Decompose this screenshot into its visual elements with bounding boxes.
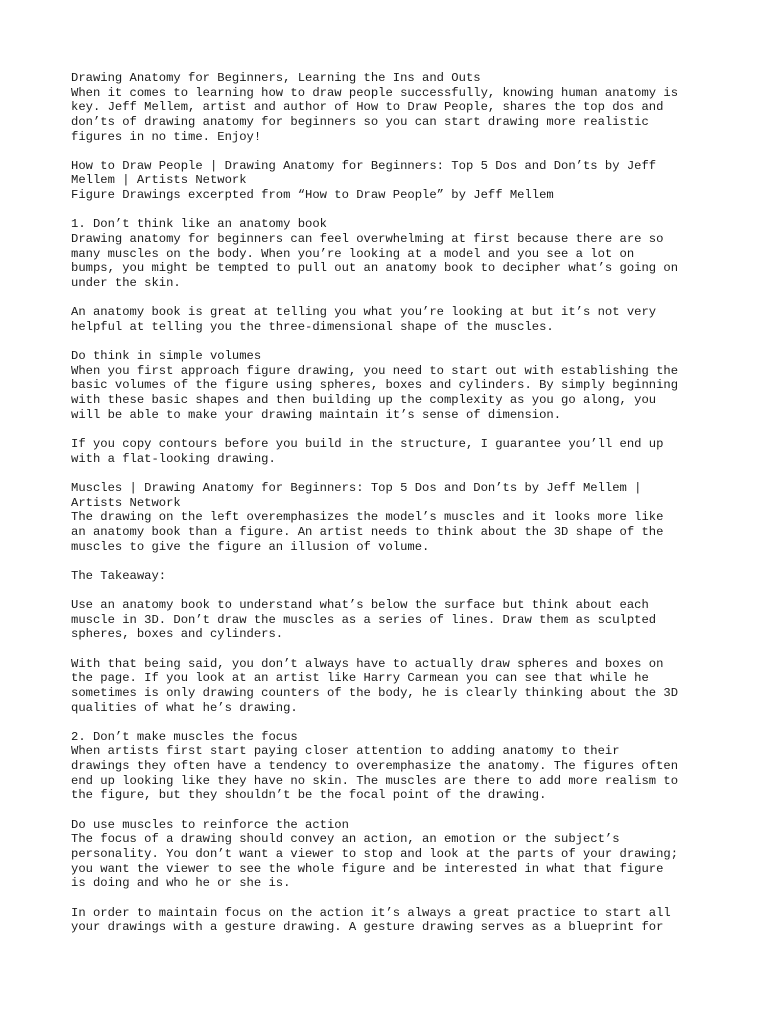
paragraph-gap [71, 891, 711, 906]
text-line: Figure Drawings excerpted from “How to Draw People” by Jeff Mellem [71, 188, 554, 203]
text-line: Use an anatomy book to understand what’s below the surface but think about each [71, 598, 649, 613]
text-line: Muscles | Drawing Anatomy for Beginners: Top 5 Dos and Don’ts by Jeff Mellem | [71, 480, 642, 495]
text-line: When you first approach figure drawing, you need to start out with establishing the [71, 363, 679, 378]
paragraph [71, 569, 711, 584]
paragraph [71, 217, 711, 290]
text-line: How to Draw People | Drawing Anatomy for Beginners: Top 5 Dos and Don’ts by Jeff [71, 158, 657, 173]
text-line: you want the viewer to see the whole figure and be interested in what that figure [71, 861, 664, 876]
paragraph-gap [71, 144, 711, 159]
document-text [71, 71, 711, 935]
text-line: muscles to give the figure an illusion of volume. [71, 539, 430, 554]
text-line: the figure, but they shouldn’t be the focal point of the drawing. [71, 788, 547, 803]
text-line: basic volumes of the figure using spheres, boxes and cylinders. By simply beginning [71, 378, 679, 393]
paragraph [71, 818, 711, 891]
text-line: many muscles on the body. When you’re looking at a model and you see a lot on [71, 246, 635, 261]
text-line: key. Jeff Mellem, artist and author of How to Draw People, shares the top dos and [71, 100, 664, 115]
paragraph-gap [71, 335, 711, 350]
paragraph-gap [71, 466, 711, 481]
text-line: 2. Don’t make muscles the focus [71, 729, 298, 744]
text-line: The drawing on the left overemphasizes the model’s muscles and it looks more like [71, 510, 664, 525]
paragraph-gap [71, 554, 711, 569]
text-line: under the skin. [71, 275, 181, 290]
text-line: your drawings with a gesture drawing. A gesture drawing serves as a blueprint for [71, 920, 664, 935]
text-line: figures in no time. Enjoy! [71, 129, 262, 144]
text-line: Do use muscles to reinforce the action [71, 817, 349, 832]
paragraph [71, 437, 711, 466]
text-line: In order to maintain focus on the action it’s always a great practice to start all [71, 905, 671, 920]
text-line: muscle in 3D. Don’t draw the muscles as a series of lines. Draw them as sculpted [71, 612, 657, 627]
text-line: an anatomy book than a figure. An artist needs to think about the 3D shape of the [71, 524, 664, 539]
text-line: drawings they often have a tendency to overemphasize the anatomy. The figures often [71, 759, 679, 774]
text-line: Mellem | Artists Network [71, 173, 247, 188]
paragraph [71, 906, 711, 935]
text-line: sometimes is only drawing counters of the body, he is clearly thinking about the 3D [71, 685, 679, 700]
text-line: Drawing anatomy for beginners can feel overwhelming at first because there are so [71, 232, 664, 247]
text-line: Do think in simple volumes [71, 349, 262, 364]
paragraph-gap [71, 803, 711, 818]
text-line: don’ts of drawing anatomy for beginners so you can start drawing more realistic [71, 114, 649, 129]
paragraph [71, 305, 711, 334]
paragraph [71, 481, 711, 554]
text-line: When artists first start paying closer attention to adding anatomy to their [71, 744, 620, 759]
text-line: spheres, boxes and cylinders. [71, 627, 284, 642]
paragraph-gap [71, 583, 711, 598]
text-line: The Takeaway: [71, 568, 167, 583]
text-line: 1. Don’t think like an anatomy book [71, 217, 327, 232]
text-line: personality. You don’t want a viewer to stop and look at the parts of your drawing; [71, 846, 679, 861]
text-line: the page. If you look at an artist like Harry Carmean you can see that while he [71, 671, 649, 686]
paragraph [71, 657, 711, 716]
paragraph [71, 598, 711, 642]
text-line: With that being said, you don’t always have to actually draw spheres and boxes on [71, 656, 664, 671]
paragraph [71, 730, 711, 803]
text-line: with these basic shapes and then building up the complexity as you go along, you [71, 393, 657, 408]
text-line: Artists Network [71, 495, 181, 510]
paragraph [71, 159, 711, 203]
text-line: The focus of a drawing should convey an action, an emotion or the subject’s [71, 832, 620, 847]
paragraph-gap [71, 203, 711, 218]
text-line: will be able to make your drawing maintain it’s sense of dimension. [71, 407, 562, 422]
paragraph-gap [71, 715, 711, 730]
paragraph-gap [71, 291, 711, 306]
text-line: with a flat-looking drawing. [71, 451, 276, 466]
text-line: If you copy contours before you build in the structure, I guarantee you’ll end up [71, 437, 664, 452]
paragraph-gap [71, 422, 711, 437]
paragraph [71, 349, 711, 422]
text-line: is doing and who he or she is. [71, 876, 291, 891]
paragraph [71, 71, 711, 144]
text-line: end up looking like they have no skin. The muscles are there to add more realism to [71, 773, 679, 788]
text-line: qualities of what he’s drawing. [71, 700, 298, 715]
text-line: helpful at telling you the three-dimensional shape of the muscles. [71, 319, 554, 334]
text-line: bumps, you might be tempted to pull out an anatomy book to decipher what’s going on [71, 261, 679, 276]
text-line: An anatomy book is great at telling you what you’re looking at but it’s not very [71, 305, 657, 320]
paragraph-gap [71, 642, 711, 657]
text-line: When it comes to learning how to draw people successfully, knowing human anatomy is [71, 85, 679, 100]
text-line: Drawing Anatomy for Beginners, Learning the Ins and Outs [71, 71, 481, 85]
